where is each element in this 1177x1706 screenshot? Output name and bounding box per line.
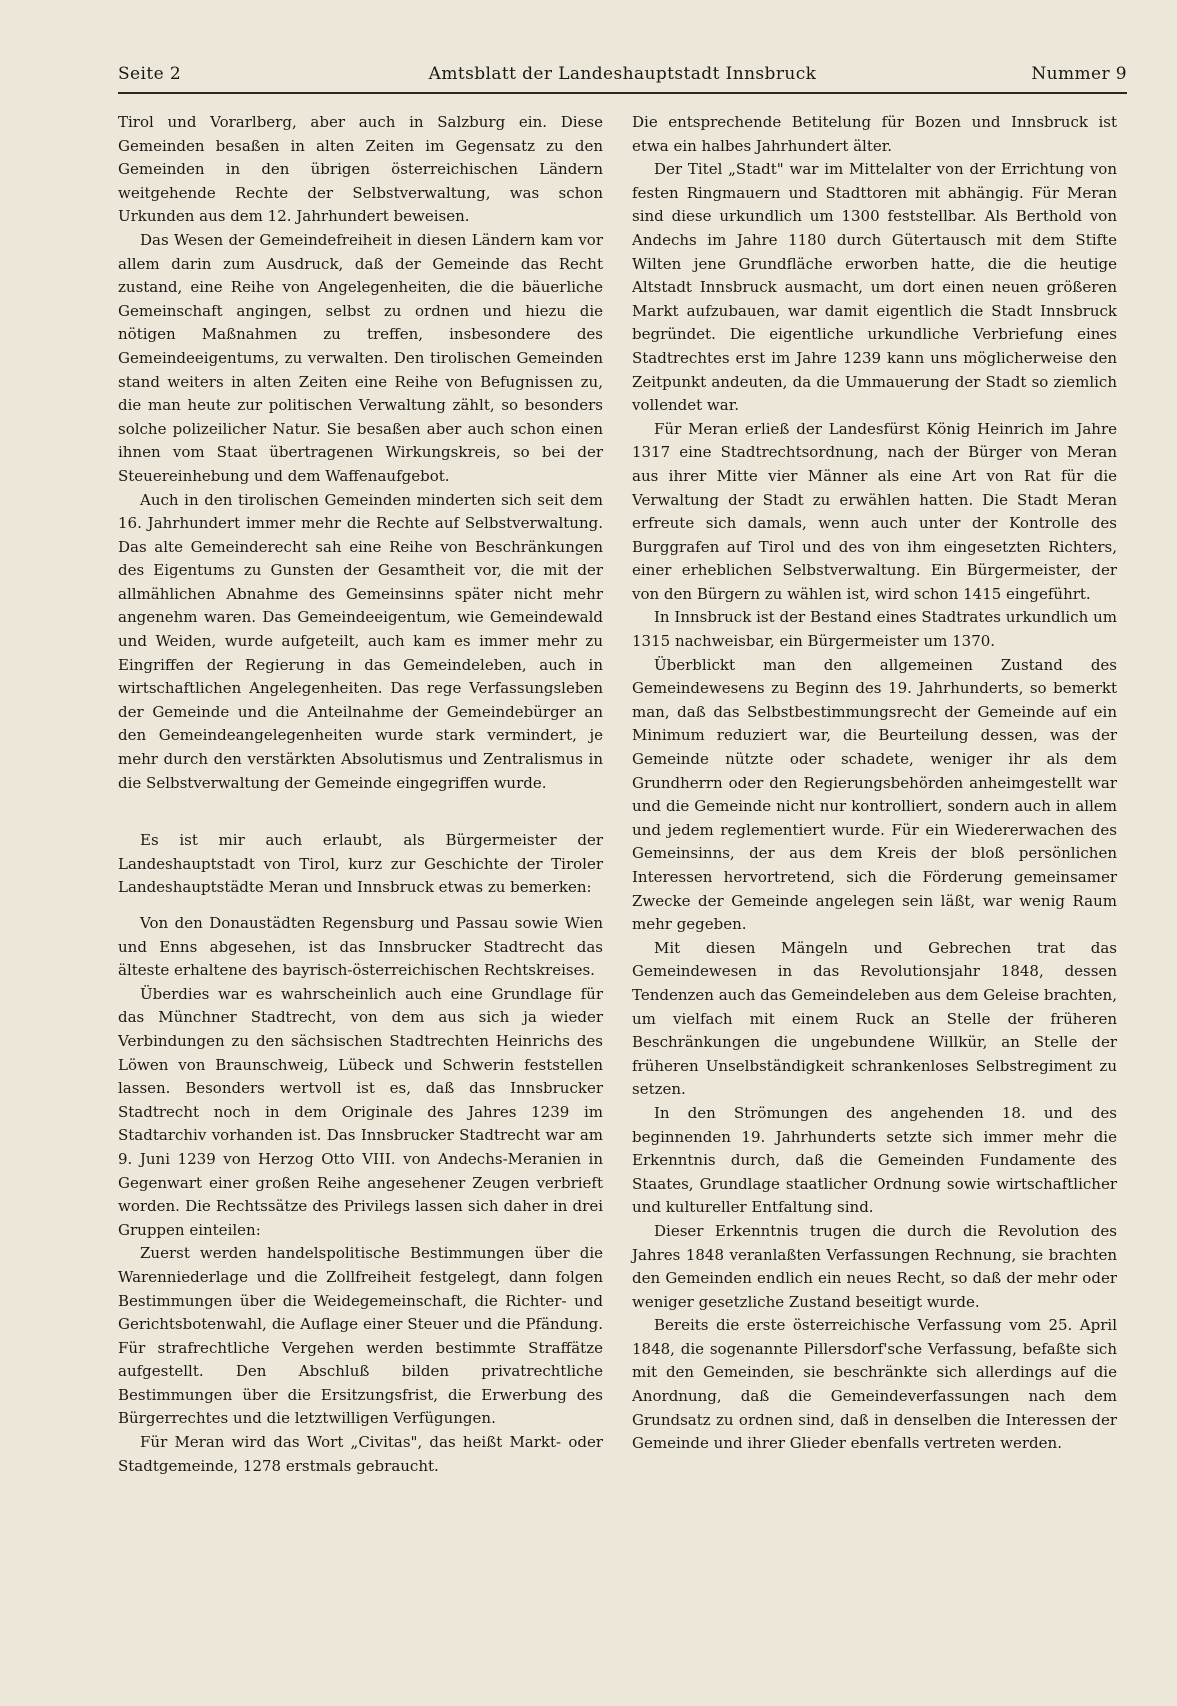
issue-number: Nummer 9 [1031,64,1127,84]
page-header [118,60,1127,94]
paragraph: Für Meran erließ der Landesfürst König Heinrich im Jahre 1317 eine Stadtrechtsordnung, nach der Bürger von Meran aus ihrer Mitte vier Männer als eine Art von Rat für die Verwaltung der Stadt zu erwählen hatten. Die Stadt Meran erfreute sich damals, wenn auch unter der Kontrolle des Burggrafen auf Tirol und des von ihm eingesetzten Richters, einer erheblichen Selbstverwaltung. Ein Bürgermeister, der von den Bürgern zu wählen ist, wird schon 1415 eingeführt. [632,419,1117,603]
right-column [632,111,1117,1456]
paragraph: Mit diesen Mängeln und Gebrechen trat das Gemeindewesen in das Revolutionsjahr 1848, dessen Tendenzen auch das Gemeindeleben aus dem Geleise brachten, um vielfach mit einem Ruck an Stelle der früheren Beschränkungen die ungebundene Willkür, an Stelle der früheren Unselbständigkeit schrankenloses Selbstregiment zu setzen. [632,938,1117,1099]
left-column [118,111,603,1478]
paragraph: Die entsprechende Betitelung für Bozen und Innsbruck ist etwa ein halbes Jahrhundert älter. [632,113,1117,155]
paragraph: Überdies war es wahrscheinlich auch eine Grundlage für das Münchner Stadtrecht, von dem aus sich ja wieder Verbindungen zu den sächsischen Stadtrechten Heinrichs des Löwen von Braunschweig, Lübeck und Schwerin feststellen lassen. Besonders wertvoll ist es, daß das Innsbrucker Stadtrecht noch in dem Originale des Jahres 1239 im Stadtarchiv vorhanden ist. Das Innsbrucker Stadtrecht war am 9. Juni 1239 von Herzog Otto VIII. von Andechs-Meranien in Gegenwart einer großen Reihe angesehener Zeugen verbrieft worden. Die Rechtssätze des Privilegs lassen sich daher in drei Gruppen einteilen: [118,984,603,1239]
spacer [118,795,603,829]
paragraph: In den Strömungen des angehenden 18. und des beginnenden 19. Jahrhunderts setzte sich immer mehr die Erkenntnis durch, daß die Gemeinden Fundamente des Staates, Grundlage staatlicher Ordnung sowie wirtschaftlicher und kultureller Entfaltung sind. [632,1103,1117,1217]
paragraph: Auch in den tirolischen Gemeinden minderten sich seit dem 16. Jahrhundert immer mehr die Rechte auf Selbstverwaltung. Das alte Gemeinderecht sah eine Reihe von Beschränkungen des Eigentums zu Gunsten der Gesamtheit vor, die mit der allmählichen Abnahme des Gemeinsinns später nicht mehr angenehm waren. Das Gemeindeeigentum, wie Gemeindewald und Weiden, wurde aufgeteilt, auch kam es immer mehr zu Eingriffen der Regierung in das Gemeindeleben, auch in wirtschaftlichen Angelegenheiten. Das rege Verfassungsleben der Gemeinde und die Anteilnahme der Gemeindebürger an den Gemeindeangelegenheiten wurde stark vermindert, je mehr durch den verstärkten Absolutismus und Zentralismus in die Selbstverwaltung der Gemeinde eingegriffen wurde. [118,490,603,792]
publication-title: Amtsblatt der Landeshauptstadt Innsbruck [428,64,817,84]
paragraph: Tirol und Vorarlberg, aber auch in Salzburg ein. Diese Gemeinden besaßen in alten Zeiten im Gegensatz zu den Gemeinden in den übrigen österreichischen Ländern weitgehende Rechte der Selbstverwaltung, was schon Urkunden aus dem 12. Jahrhundert beweisen. [118,113,603,226]
paragraph: Zuerst werden handelspolitische Bestimmungen über die Warenniederlage und die Zollfreiheit festgelegt, dann folgen Bestimmungen über die Weidegemeinschaft, die Richter- und Gerichtsbotenwahl, die Auflage einer Steuer und die Pfändung. Für strafrechtliche Vergehen werden bestimmte Straffätze aufgestellt. Den Abschluß bilden privatrechtliche Bestimmungen über die Ersitzungsfrist, die Erwerbung des Bürgerrechtes und die letztwilligen Verfügungen. [118,1244,603,1428]
spacer [118,900,603,912]
paragraph: In Innsbruck ist der Bestand eines Stadtrates urkundlich um 1315 nachweisbar, ein Bürgermeister um 1370. [632,608,1117,651]
paragraph: Das Wesen der Gemeindefreiheit in diesen Ländern kam vor allem darin zum Ausdruck, daß der Gemeinde das Recht zustand, eine Reihe von Angelegenheiten, die die bäuerliche Gemeinschaft angingen, selbst zu ordnen und hiezu die nötigen Maßnahmen zu treffen, insbesondere des Gemeindeeigentums, zu verwalten. Den tirolischen Gemeinden stand weiters in alten Zeiten eine Reihe von Befugnissen zu, die man heute zur politischen Verwaltung zählt, so besonders solche polizeilicher Natur. Sie besaßen aber auch schon einen ihnen vom Staat übertragenen Wirkungskreis, so bei der Steuereinhebung und dem Waffenaufgebot. [118,230,603,485]
paragraph: Für Meran wird das Wort „Civitas", das heißt Markt- oder Stadtgemeinde, 1278 erstmals gebraucht. [118,1433,603,1475]
paragraph: Der Titel „Stadt" war im Mittelalter von der Errichtung von festen Ringmauern und Stadttoren mit abhängig. Für Meran sind diese urkundlich um 1300 feststellbar. Als Berthold von Andechs im Jahre 1180 durch Gütertausch mit dem Stifte Wilten jene Grundfläche erworben hatte, die die heutige Altstadt Innsbruck ausmacht, um dort einen neuen größeren Markt aufzubauen, war damit eigentlich die Stadt Innsbruck begründet. Die eigentliche urkundliche Verbriefung eines Stadtrechtes erst im Jahre 1239 kann uns möglicherweise den Zeitpunkt andeuten, da die Ummauerung der Stadt so ziemlich vollendet war. [632,160,1117,415]
paragraph: Überblickt man den allgemeinen Zustand des Gemeindewesens zu Beginn des 19. Jahrhunderts, so bemerkt man, daß das Selbstbestimmungsrecht der Gemeinde auf ein Minimum reduziert war, die Beurteilung dessen, was der Gemeinde nützte oder schadete, weniger ihr als dem Grundherrn oder den Regierungsbehörden anheimgestellt war und die Gemeinde nicht nur kontrolliert, sondern auch in allem und jedem reglementiert wurde. Für ein Wiedererwachen des Gemeinsinns, der aus dem Kreis der bloß persönlichen Interessen hervortretend, sich die Förderung gemeinsamer Zwecke der Gemeinde angelegen sein läßt, war wenig Raum mehr gegeben. [632,655,1117,934]
paragraph: Es ist mir auch erlaubt, als Bürgermeister der Landeshauptstadt von Tirol, kurz zur Geschichte der Tiroler Landeshauptstädte Meran und Innsbruck etwas zu bemerken: [118,831,603,897]
page-number: Seite 2 [118,64,182,84]
paragraph: Dieser Erkenntnis trugen die durch die Revolution des Jahres 1848 veranlaßten Verfassungen Rechnung, sie brachten den Gemeinden endlich ein neues Recht, so daß der mehr oder weniger gesetzliche Zustand beseitigt wurde. [632,1221,1117,1311]
paragraph: Von den Donaustädten Regensburg und Passau sowie Wien und Enns abgesehen, ist das Innsbrucker Stadtrecht das älteste erhaltene des bayrisch-österreichischen Rechtskreises. [118,914,603,980]
paragraph: Bereits die erste österreichische Verfassung vom 25. April 1848, die sogenannte Pillersdorf'sche Verfassung, befaßte sich mit den Gemeinden, sie beschränkte sich allerdings auf die Anordnung, daß die Gemeindeverfassungen nach dem Grundsatz zu ordnen sind, daß in denselben die Interessen der Gemeinde und ihrer Glieder ebenfalls vertreten werden. [632,1316,1117,1453]
